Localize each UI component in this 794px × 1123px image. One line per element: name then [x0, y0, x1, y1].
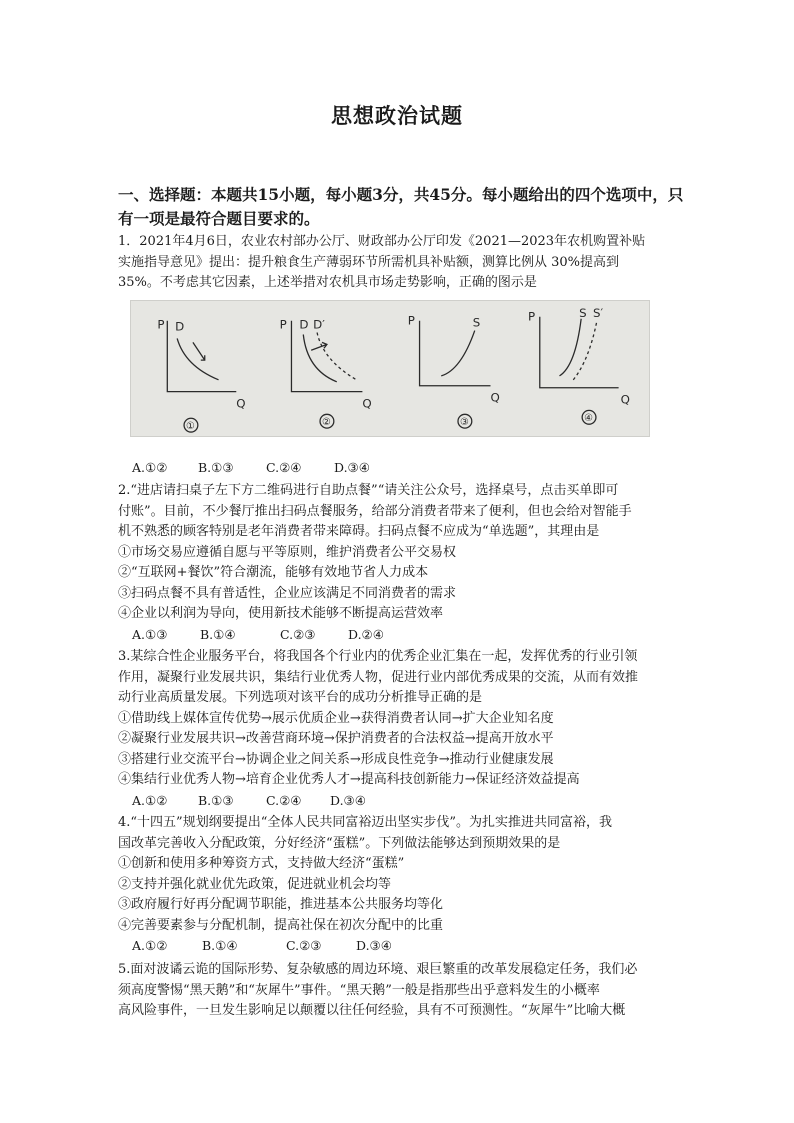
question-3 [118, 647, 684, 811]
question-5-stem-line: 须高度警惕“黑天鹅”和“灰犀牛”事件。“黑天鹅”一般是指那些出乎意料发生的小概率 [118, 982, 600, 998]
answer-b: B.①③ [198, 460, 234, 475]
graph-4-shifted-supply-curve [573, 321, 597, 380]
question-4-option: ③政府履行好再分配调节职能，推进基本公共服务均等化 [118, 897, 444, 912]
question-2-stem-line: 2.“进店请扫桌子左下方二维码进行自助点餐”“请关注公众号，选择桌号，点击买单即可 [118, 483, 619, 498]
answer-choices [132, 936, 684, 957]
question-2-option: ④企业以利润为导向，使用新技术能够不断提高运营效率 [118, 606, 444, 621]
question-2-option: ①市场交易应遵循自愿与平等原则，维护消费者公平交易权 [118, 544, 457, 560]
graph-1-curve-label: D [175, 319, 185, 334]
graph-2-curve-label-shifted: D′ [313, 317, 325, 332]
graph-1-label: ① [186, 421, 195, 433]
graph-4-label: ④ [584, 413, 593, 425]
answer-choices [132, 791, 684, 812]
graph-1-axis-p: P [157, 317, 165, 332]
question-1-stem-line: 实施指导意见》提出：提升粮食生产薄弱环节所需机具补贴额，测算比例从 30%提高到 [118, 254, 620, 270]
question-3-stem-line: 作用，凝聚行业发展共识，集结行业优秀人物，促进行业内部优秀成果的交流，从而有效推 [118, 669, 639, 685]
question-4-stem-line: 国改革完善收入分配政策，分好经济“蛋糕”。下列做法能够达到预期效果的是 [118, 835, 561, 851]
answer-c: C.②③ [286, 938, 322, 953]
answer-b: B.①④ [200, 626, 236, 642]
graph-3-supply-curve [441, 331, 475, 376]
question-1 [118, 232, 684, 294]
question-4 [118, 813, 684, 957]
answer-choices [132, 458, 684, 479]
question-5-stem-line: 高风险事件，一旦发生影响足以颠覆以往任何经验，具有不可预测性。“灰犀牛”比喻大概 [118, 1003, 626, 1018]
graph-2-arrow-icon [311, 342, 327, 350]
graph-4-curve-label-shifted: S′ [592, 305, 604, 320]
answer-a: A.①③ [132, 626, 168, 642]
question-2-option: ②“互联网+餐饮”符合潮流，能够有效地节省人力成本 [118, 565, 429, 580]
question-3-option: ④集结行业优秀人物→培育企业优秀人才→提高科技创新能力→保证经济效益提高 [118, 772, 580, 787]
graph-3-label: ③ [459, 417, 469, 429]
demand-supply-figure [130, 300, 650, 437]
question-2 [118, 481, 684, 645]
question-4-stem-line: 4.“十四五”规划纲要提出“全体人民共同富裕迈出坚实步伐”。为扎实推进共同富裕，我 [118, 815, 612, 830]
graph-1-axis-q: Q [236, 396, 246, 411]
answer-d: D.③④ [334, 460, 370, 475]
question-3-stem-line: 动行业高质量发展。下列选项对该平台的成功分析推导正确的是 [118, 690, 483, 705]
figure-graphs [131, 301, 649, 436]
graph-4-axis-q: Q [620, 392, 630, 407]
graph-2-demand-curve [303, 335, 337, 382]
graph-3-axis-q: Q [490, 390, 500, 405]
question-3-option: ③搭建行业交流平台→协调企业之间关系→形成良性竞争→推动行业健康发展 [118, 751, 554, 767]
answer-c: C.②④ [266, 460, 302, 475]
answer-d: D.③④ [330, 792, 366, 808]
graph-3-curve-label: S [472, 315, 481, 330]
question-2-option: ③扫码点餐不具有普适性，企业应该满足不同消费者的需求 [118, 585, 457, 601]
question-3-stem-line: 3.某综合性企业服务平台，将我国各个行业内的优秀企业汇集在一起，发挥优秀的行业引领 [118, 649, 638, 664]
answer-b: B.①③ [198, 792, 234, 808]
question-1-stem-line: 1．2021年4月6日，农业农村部办公厅、财政部办公厅印发《2021—2023年农机购置补贴 [118, 234, 646, 249]
question-1-stem-line: 35%。不考虑其它因素，上述举措对农机具市场走势影响，正确的图示是 [118, 275, 537, 290]
graph-2-axis-p: P [279, 317, 287, 332]
graph-4-supply-curve [559, 319, 581, 376]
answer-c: C.②④ [266, 792, 302, 808]
graph-2-curve-label: D [299, 317, 309, 332]
graph-4-axes [540, 317, 619, 388]
answer-d: D.②④ [348, 626, 384, 642]
answer-d: D.③④ [356, 938, 392, 953]
question-2-stem-line: 机不熟悉的顾客特别是老年消费者带来障碍。扫码点餐不应成为“单选题”，其理由是 [118, 524, 600, 539]
question-1-answers [118, 458, 684, 479]
question-4-option: ②支持并强化就业优先政策，促进就业机会均等 [118, 876, 392, 892]
answer-b: B.①④ [202, 938, 238, 953]
question-2-stem-line: 付账”。目前，不少餐厅推出扫码点餐服务，给部分消费者带来了便利，但也会给对智能手 [118, 503, 632, 519]
graph-1-demand-curve [177, 338, 218, 379]
question-3-option: ②凝聚行业发展共识→改善营商环境→保护消费者的合法权益→提高开放水平 [118, 731, 554, 746]
graph-2-shifted-demand-curve [317, 333, 356, 380]
graph-2-label: ② [322, 417, 331, 429]
graph-3-axes [420, 321, 491, 386]
question-5 [118, 960, 684, 1022]
question-4-option: ④完善要素参与分配机制，提高社保在初次分配中的比重 [118, 917, 444, 933]
graph-4-curve-label: S [579, 305, 587, 320]
graph-2-axis-q: Q [362, 396, 372, 411]
answer-a: A.①② [132, 460, 168, 475]
question-3-option: ①借助线上媒体宣传优势→展示优质企业→获得消费者认同→扩大企业知名度 [118, 710, 554, 726]
page-title: 思想政治试题 [331, 103, 463, 128]
graph-4-axis-p: P [527, 309, 536, 324]
question-5-stem-line: 5.面对波谲云诡的国际形势、复杂敏感的周边环境、艰巨繁重的改革发展稳定任务，我们必 [118, 962, 638, 977]
answer-a: A.①② [132, 938, 168, 953]
section-heading: 一、选择题：本题共15小题，每小题3分，共45分。每小题给出的四个选项中，只有一项是最符合题目要求的。 [118, 185, 684, 228]
answer-a: A.①② [132, 792, 168, 808]
answer-c: C.②③ [280, 626, 316, 642]
answer-choices [132, 625, 684, 646]
graph-3-axis-p: P [407, 313, 415, 328]
question-4-option: ①创新和使用多种筹资方式，支持做大经济“蛋糕” [118, 856, 405, 871]
graph-1-arrow-icon [193, 342, 205, 360]
